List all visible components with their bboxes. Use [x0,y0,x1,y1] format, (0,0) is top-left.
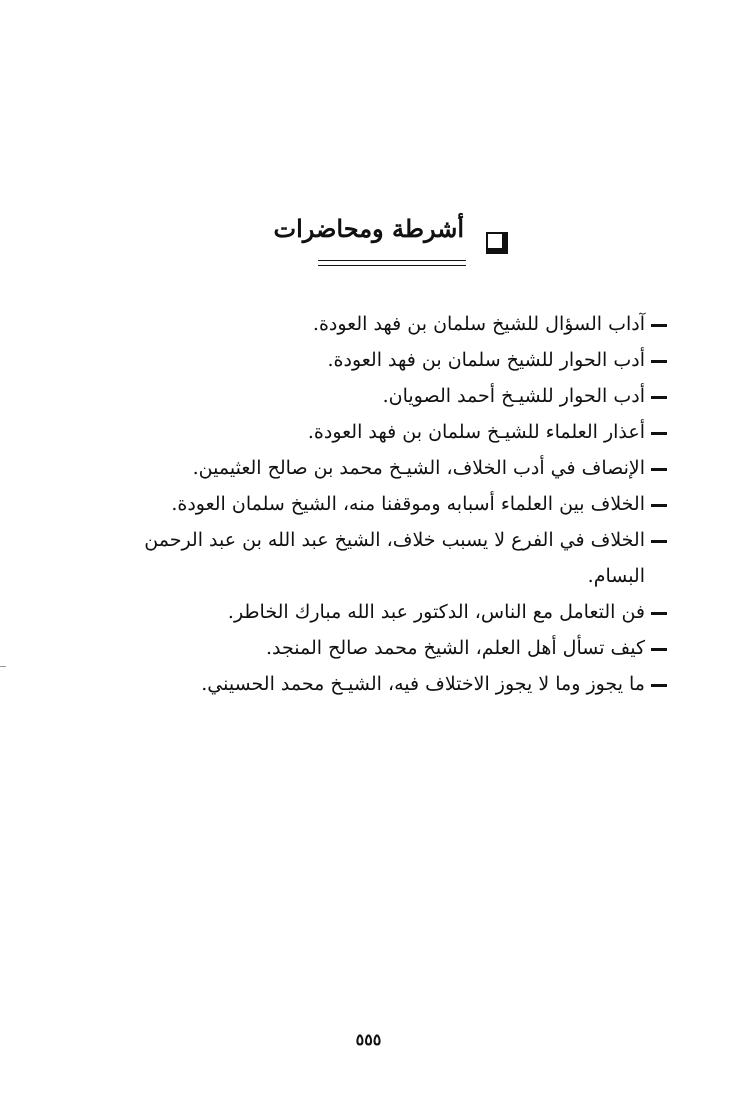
dash-bullet-icon [651,432,667,435]
list-item [97,522,667,558]
entry-text: الإنصاف في أدب الخلاف، الشيـخ محمد بن صالح العثيمين. [192,457,645,479]
dash-bullet-icon [651,468,667,471]
dash-bullet-icon [651,504,667,507]
entry-text: أدب الحوار للشيخ سلمان بن فهد العودة. [327,349,645,371]
heading-underline-double [318,265,466,266]
section-heading [273,212,520,272]
entry-text: ما يجوز وما لا يجوز الاختلاف فيه، الشيـخ محمد الحسيني. [201,673,645,695]
dash-bullet-icon [651,684,667,687]
page-title: أشرطة ومحاضرات [273,214,464,243]
dash-bullet-icon [651,540,667,543]
entry-text: فن التعامل مع الناس، الدكتور عبد الله مبارك الخاطر. [227,601,645,623]
entry-text: كيف تسأل أهل العلم، الشيخ محمد صالح المنجد. [266,637,645,659]
tapes-lectures-list [97,306,667,702]
entry-text: أعذار العلماء للشيـخ سلمان بن فهد العودة. [307,421,645,443]
margin-mark [0,666,6,667]
list-item [97,486,667,522]
list-item [97,450,667,486]
entry-text: آداب السؤال للشيخ سلمان بن فهد العودة. [312,313,645,335]
heading-underline [318,260,466,261]
dash-bullet-icon [651,648,667,651]
dash-bullet-icon [651,396,667,399]
dash-bullet-icon [651,360,667,363]
square-bullet-icon [486,232,508,254]
page-number: ٥٥٥ [355,1030,382,1049]
list-item [97,306,667,342]
list-item [97,414,667,450]
entry-text-continuation: البسام. [587,565,645,587]
list-item [97,594,667,630]
entry-text: الخلاف بين العلماء أسبابه وموقفنا منه، الشيخ سلمان العودة. [171,493,645,515]
entry-text: الخلاف في الفرع لا يسبب خلاف، الشيخ عبد الله بن عبد الرحمن [144,529,645,551]
list-item [97,378,667,414]
entry-text: أدب الحوار للشيـخ أحمد الصويان. [382,385,645,407]
list-item [97,342,667,378]
list-item [97,630,667,666]
list-item-continuation [97,558,667,594]
dash-bullet-icon [651,612,667,615]
list-item [97,666,667,702]
dash-bullet-icon [651,324,667,327]
